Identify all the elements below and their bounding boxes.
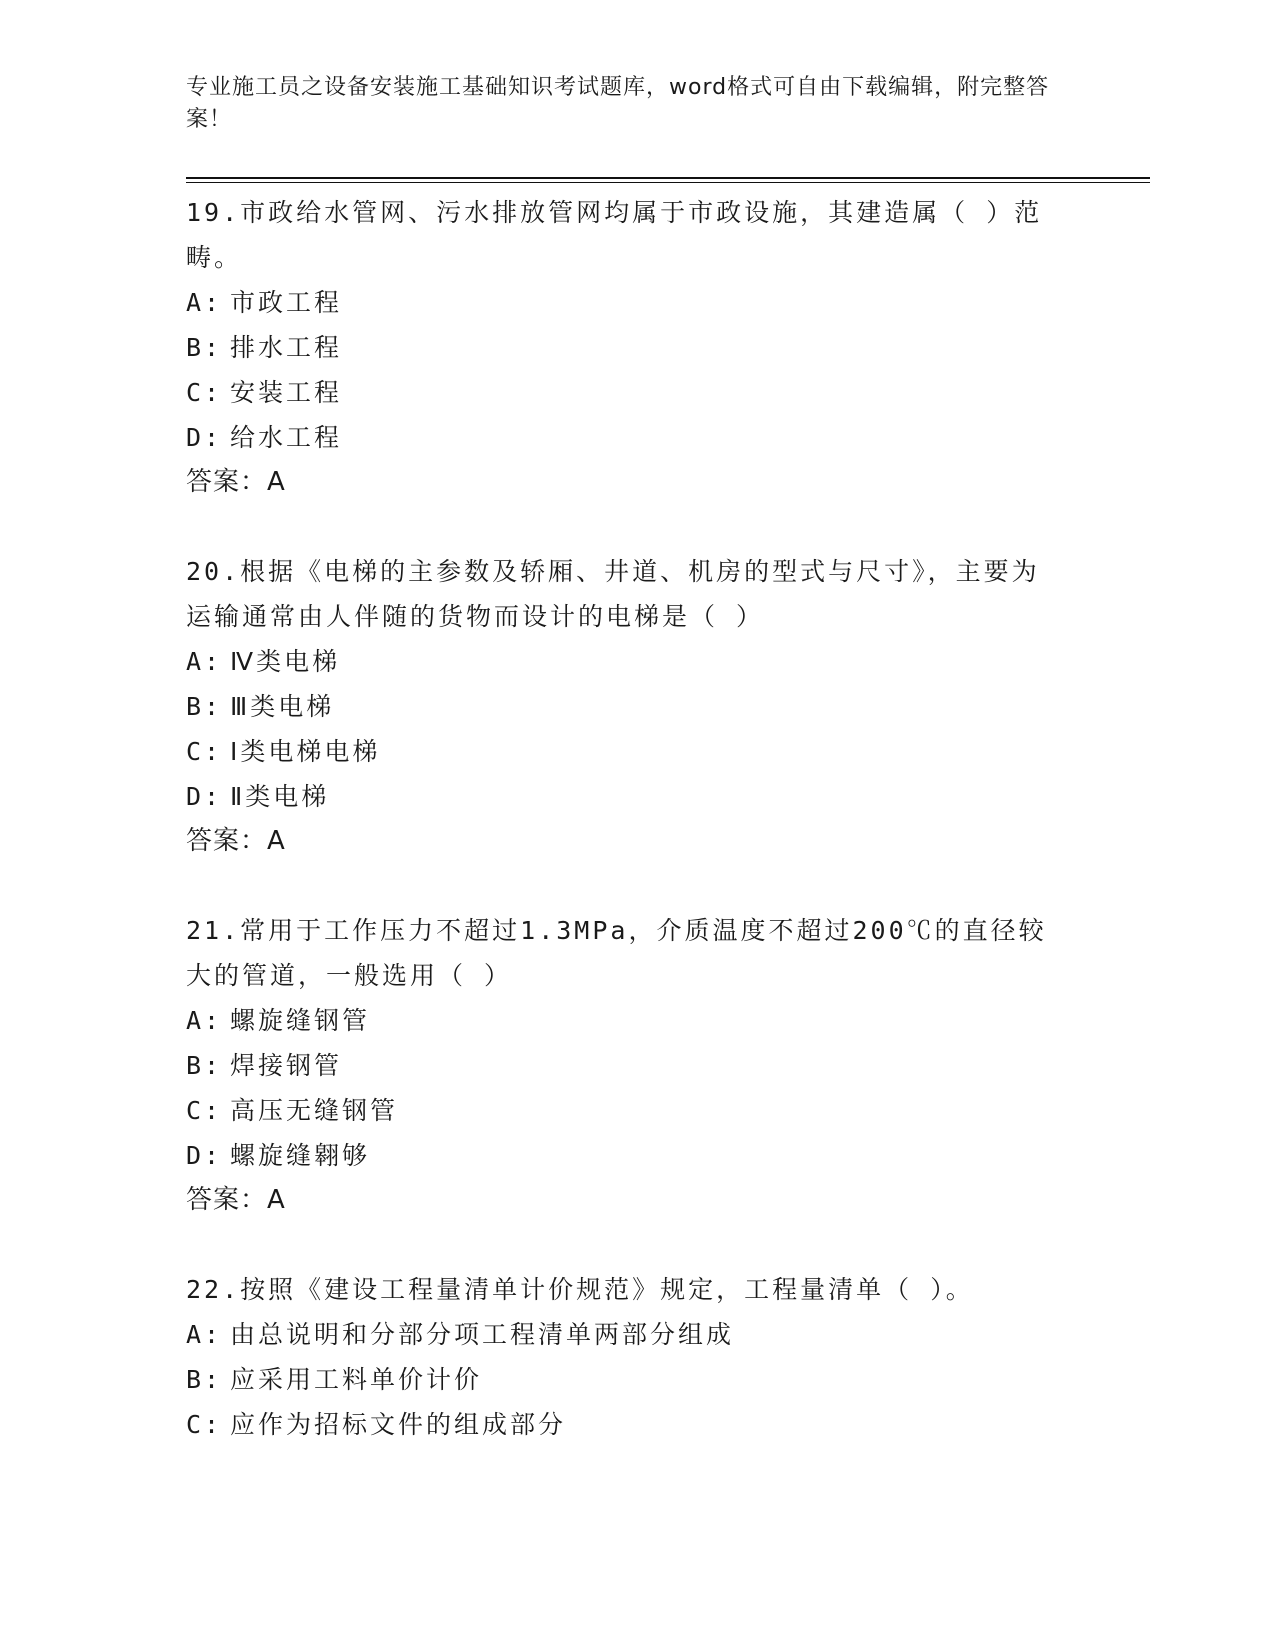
option-text: 排水工程	[230, 333, 343, 362]
option-text: Ⅰ类电梯电梯	[230, 737, 381, 766]
option-letter: D:	[186, 1141, 223, 1170]
question-21	[186, 908, 1066, 1223]
answer-line: 答案：A	[186, 467, 286, 497]
answer-line: 答案：A	[186, 826, 286, 856]
option-c	[186, 1402, 1066, 1447]
question-22	[186, 1267, 1066, 1447]
option-d	[186, 774, 1066, 819]
question-text: 22.按照《建设工程量清单计价规范》规定，工程量清单（ ）。	[186, 1275, 974, 1304]
question-text: 19.市政给水管网、污水排放管网均属于市政设施，其建造属（ ）范畴。	[186, 198, 1043, 272]
option-a	[186, 280, 1066, 325]
header-rule-thick	[186, 177, 1150, 179]
question-19	[186, 190, 1066, 505]
question-text: 20.根据《电梯的主参数及轿厢、井道、机房的型式与尺寸》，主要为运输通常由人伴随的货物而设计的电梯是（ ）	[186, 557, 1040, 631]
option-d	[186, 415, 1066, 460]
option-text: 市政工程	[230, 288, 343, 317]
option-letter: D:	[186, 423, 223, 452]
option-text: Ⅲ类电梯	[230, 692, 335, 721]
option-c	[186, 1088, 1066, 1133]
option-c	[186, 729, 1066, 774]
question-20	[186, 549, 1066, 864]
option-text: 应采用工料单价计价	[230, 1365, 483, 1394]
option-text: 高压无缝钢管	[230, 1096, 399, 1125]
option-letter: B:	[186, 333, 223, 362]
option-b	[186, 684, 1066, 729]
option-text: 螺旋缝钢管	[230, 1006, 371, 1035]
option-b	[186, 1043, 1066, 1088]
question-text: 21.常用于工作压力不超过1.3MPa，介质温度不超过200℃的直径较大的管道，一般选用（ ）	[186, 916, 1047, 990]
option-letter: A:	[186, 1006, 223, 1035]
document-header: 专业施工员之设备安装施工基础知识考试题库，word格式可自由下载编辑，附完整答案！	[186, 75, 1050, 132]
option-letter: C:	[186, 1410, 223, 1439]
question-list	[186, 190, 1066, 1491]
option-letter: B:	[186, 1051, 223, 1080]
option-letter: C:	[186, 737, 223, 766]
option-b	[186, 325, 1066, 370]
option-b	[186, 1357, 1066, 1402]
option-letter: C:	[186, 1096, 223, 1125]
answer-line: 答案：A	[186, 1185, 286, 1215]
option-letter: A:	[186, 288, 223, 317]
option-text: 给水工程	[230, 423, 343, 452]
option-text: 由总说明和分部分项工程清单两部分组成	[230, 1320, 735, 1349]
option-letter: D:	[186, 782, 223, 811]
option-letter: B:	[186, 692, 223, 721]
option-a	[186, 639, 1066, 684]
option-letter: A:	[186, 647, 223, 676]
option-letter: B:	[186, 1365, 223, 1394]
option-letter: C:	[186, 378, 223, 407]
option-text: 安装工程	[230, 378, 343, 407]
option-d	[186, 1133, 1066, 1178]
header-rule-thin	[186, 182, 1150, 183]
option-a	[186, 1312, 1066, 1357]
option-a	[186, 998, 1066, 1043]
option-letter: A:	[186, 1320, 223, 1349]
option-text: 焊接钢管	[230, 1051, 343, 1080]
option-text: Ⅱ类电梯	[230, 782, 330, 811]
option-text: Ⅳ类电梯	[230, 647, 341, 676]
option-text: 螺旋缝翱够	[230, 1141, 371, 1170]
option-text: 应作为招标文件的组成部分	[230, 1410, 567, 1439]
option-c	[186, 370, 1066, 415]
